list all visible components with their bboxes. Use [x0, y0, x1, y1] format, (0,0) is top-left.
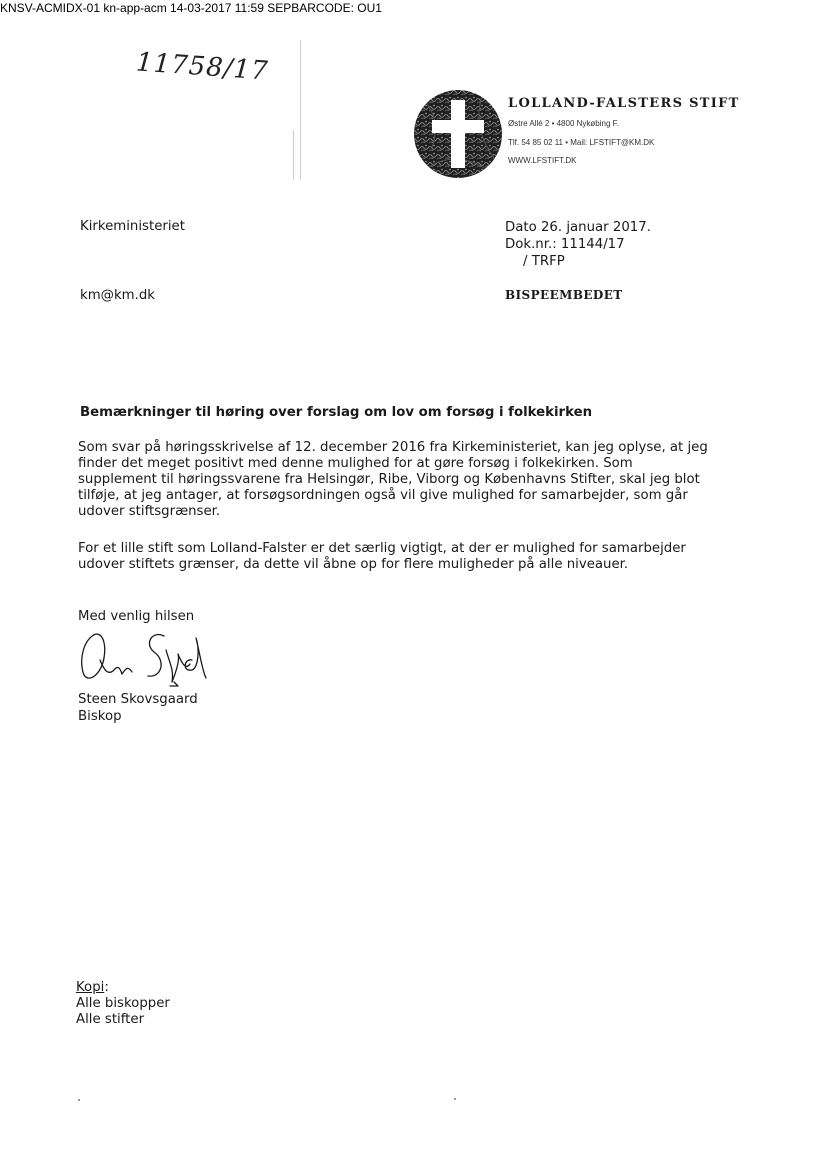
handwritten-signature [74, 620, 214, 690]
paragraph-line: finder det meget positivt med denne mulighed for at gøre forsøg i folkekirken. Som [78, 456, 633, 471]
letter-date: Dato 26. januar 2017. [505, 220, 651, 235]
letterhead-contact: Tlf. 54 85 02 11 • Mail: LFSTIFT@KM.DK [508, 138, 655, 147]
scan-speck [78, 1099, 80, 1101]
department-name: BISPEEMBEDET [505, 288, 623, 302]
paragraph-line: udover stiftets grænser, da dette vil åbne op for flere muligheder på alle niveauer. [78, 557, 629, 572]
closing-greeting: Med venlig hilsen [78, 609, 195, 624]
copy-recipient: Alle biskopper [76, 996, 170, 1011]
letterhead-address: Østre Allé 2 • 4800 Nykøbing F. [508, 119, 619, 128]
paragraph-line: supplement til høringssvarene fra Helsingør, Ribe, Viborg og Københavns Stifter, skal jeg blot [78, 472, 700, 487]
signer-name: Steen Skovsgaard [78, 692, 198, 707]
letterhead-website: WWW.LFSTIFT.DK [508, 156, 577, 165]
handwritten-journal-number: 11758/17 [135, 47, 270, 87]
paragraph-2 [78, 541, 686, 573]
paragraph-line: tilføje, at jeg antager, at forsøgsordningen også vil give mulighed for samarbejder, som går [78, 488, 688, 503]
paragraph-line: Som svar på høringsskrivelse af 12. december 2016 fra Kirkeministeriet, kan jeg oplyse, at jeg [78, 440, 708, 455]
recipient-email: km@km.dk [80, 288, 155, 303]
letter-subject: Bemærkninger til høring over forslag om lov om forsøg i folkekirken [80, 405, 593, 420]
diocese-emblem-icon [412, 88, 504, 180]
signer-title: Biskop [78, 709, 122, 724]
copy-label-colon: : [104, 980, 109, 995]
copy-recipient: Alle stifter [76, 1012, 145, 1027]
scan-artifact-line [293, 130, 294, 180]
document-number: Dok.nr.: 11144/17 [505, 237, 625, 252]
paragraph-line: udover stiftsgrænser. [78, 504, 221, 519]
copy-heading [76, 980, 170, 996]
paragraph-1 [78, 440, 708, 520]
fax-header: KNSV-ACMIDX-01 kn-app-acm 14-03-2017 11:59 SEPBARCODE: OU1 [0, 1, 382, 15]
letterhead-org-name: LOLLAND-FALSTERS STIFT [508, 96, 740, 111]
scan-artifact-line [300, 40, 301, 180]
paragraph-line: For et lille stift som Lolland-Falster er det særlig vigtigt, at der er mulighed for samarbejder [78, 541, 686, 556]
recipient-name: Kirkeministeriet [80, 219, 185, 234]
copy-label: Kopi [76, 980, 105, 995]
copy-section [76, 980, 170, 1028]
scan-speck [454, 1098, 456, 1100]
reference-initials: / TRFP [523, 254, 565, 269]
